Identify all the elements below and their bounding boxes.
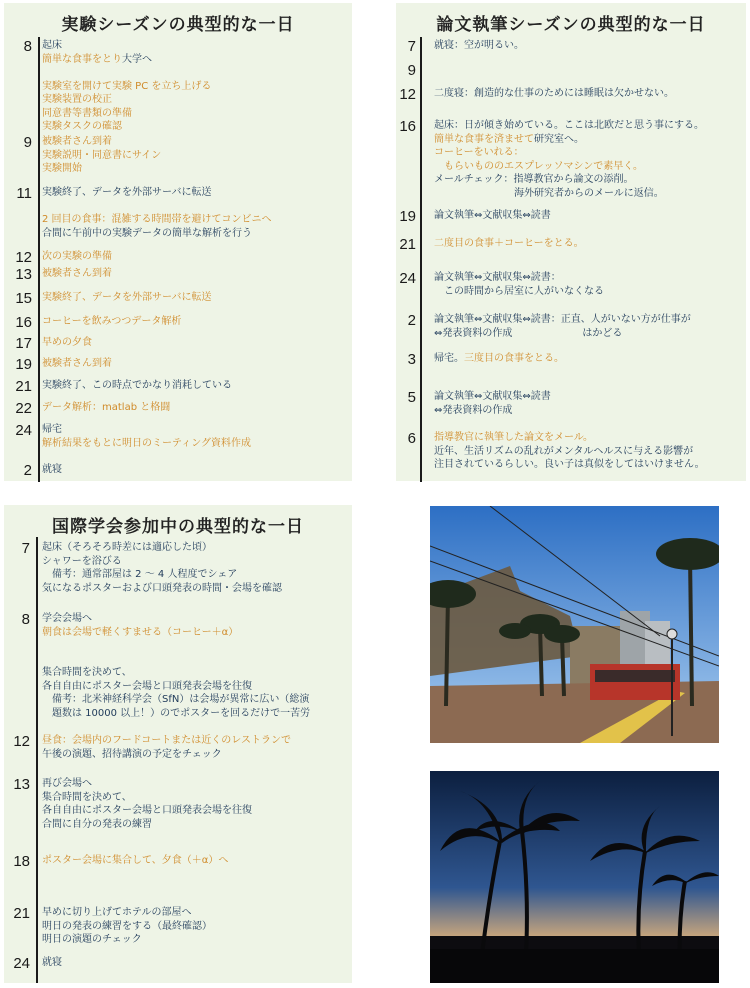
entry-line — [42, 291, 212, 305]
entry-line-text: 起床（そろそろ時差には適応した頃） — [42, 542, 212, 553]
conference-day-panel — [4, 505, 352, 983]
entry-line-text: 学会会場へ — [42, 613, 92, 624]
entry-line — [434, 313, 691, 327]
hour-label: 3 — [407, 351, 416, 368]
entry-line-text: 明日の演題のチェック — [42, 934, 142, 945]
hour-label: 7 — [407, 38, 416, 55]
entry-line — [434, 404, 551, 418]
entry-line-text: 合間に自分の発表の練習 — [42, 818, 152, 830]
entry-text — [42, 135, 161, 176]
entry-line-text: 各自自由にポスター会場と口頭発表会場を往復 — [42, 805, 252, 816]
entry-line-text: 論文執筆⇔文献収集⇔読書 — [434, 391, 551, 402]
entry-line — [42, 854, 228, 868]
entry-line — [42, 666, 310, 680]
hour-label: 12 — [399, 86, 416, 103]
entry-line-suffix: 研究室へ。 — [534, 133, 584, 145]
entry-text — [434, 390, 551, 417]
entry-line — [42, 804, 252, 818]
hour-label: 8 — [21, 611, 30, 628]
entry-line-text: 実験終了、データを外部サーバに転送 — [42, 187, 212, 198]
entry-line — [42, 357, 112, 371]
hour-label: 21 — [399, 236, 416, 253]
entry-line-text: この時間から居室に人がいなくなる — [434, 285, 604, 297]
entry-line — [42, 162, 161, 176]
entry-line-text: コーヒーをいれる： — [434, 147, 524, 158]
entry-text — [434, 119, 704, 200]
entry-line-text: 集合時間を決めて、 — [42, 791, 132, 803]
entry-line-text: 帰宅。 — [434, 353, 464, 364]
entry-text — [434, 39, 524, 53]
entry-line-text: 簡単な食事を済ませて — [434, 133, 534, 145]
entry-line — [42, 80, 211, 94]
entry-text — [434, 87, 674, 101]
entry-line — [42, 53, 211, 67]
entry-line — [434, 271, 604, 285]
entry-text — [434, 63, 437, 77]
entry-text — [42, 906, 212, 947]
entry-line — [42, 186, 272, 200]
entry-line — [434, 445, 705, 459]
experiment-day-panel — [4, 3, 352, 481]
entry-line — [42, 818, 252, 832]
entry-text — [42, 291, 212, 305]
entry-line — [42, 777, 252, 791]
entry-line — [42, 639, 310, 653]
entry-line-text: 朝食は会場で軽くすませる（コーヒー＋α） — [42, 626, 239, 638]
entry-line — [434, 87, 674, 101]
entry-line-text: 実験室を開けて実験 PC を立ち上げる — [42, 80, 212, 92]
entry-line-text: 実験装置の校正 — [42, 94, 112, 105]
hour-label: 21 — [15, 378, 32, 395]
entry-line — [434, 390, 551, 404]
entry-line-text: 二度寝：創造的な仕事のためには睡眠は欠かせない。 — [434, 88, 674, 99]
entry-text — [434, 271, 604, 298]
entry-text — [42, 357, 112, 371]
entry-text — [42, 267, 112, 281]
entry-line — [42, 693, 310, 707]
hour-label: 7 — [21, 540, 30, 557]
entry-line-suffix: 大学へ — [122, 53, 152, 65]
entry-line-text: 注目されているらしい。良い子は真似をしてはいけません。 — [434, 459, 705, 470]
entry-line-text: 題数は 10000 以上！）のでポスターを回るだけで一苦労 — [42, 707, 311, 719]
entry-line — [42, 149, 161, 163]
entry-line — [42, 933, 212, 947]
entry-line-text: シャワーを浴びる — [42, 555, 122, 567]
entry-line — [42, 423, 251, 437]
entry-text — [42, 734, 291, 761]
entry-line-text: 被験者さん到着 — [42, 358, 112, 369]
entry-line-suffix: 三度目の食事をとる。 — [464, 353, 564, 364]
entry-line-text: 起床：日が傾き始めている。ここは北欧だと思う事にする。 — [434, 120, 704, 131]
entry-line — [42, 250, 112, 264]
hour-label: 2 — [23, 462, 32, 479]
entry-line-text: 合間に午前中の実験データの簡単な解析を行う — [42, 227, 252, 239]
entry-line — [42, 463, 62, 477]
entry-line — [434, 327, 691, 341]
entry-line-text: 備考：北米神経科学会（SfN）は会場が異常に広い（総演 — [42, 694, 310, 705]
entry-line — [42, 93, 211, 107]
entry-line-text: 就寝 — [42, 957, 62, 968]
entry-line — [42, 555, 282, 569]
entry-line — [42, 200, 272, 214]
entry-line-text: 明日の発表の練習をする（最終確認） — [42, 920, 212, 932]
street-tram-photo — [430, 506, 719, 743]
hour-label: 9 — [23, 134, 32, 151]
timeline-line — [36, 537, 38, 983]
entry-line — [42, 541, 282, 555]
entry-line — [42, 39, 211, 53]
timeline-line — [38, 37, 40, 482]
entry-text — [434, 352, 564, 366]
panel-title: 国際学会参加中の典型的な一日 — [52, 517, 304, 537]
hour-label: 12 — [13, 733, 30, 750]
entry-line-text: 近年、生活リズムの乱れがメンタルヘルスに与える影響が — [434, 445, 694, 457]
entry-text — [434, 237, 584, 251]
entry-text — [42, 854, 228, 868]
entry-line-text: 気になるポスターおよび口頭発表の時間・会場を確認 — [42, 582, 282, 594]
entry-line-text: 昼食：会場内のフードコートまたは近くのレストランで — [42, 735, 291, 746]
entry-text — [42, 250, 112, 264]
entry-line-text: 実験終了、データを外部サーバに転送 — [42, 292, 212, 303]
entry-line — [42, 906, 212, 920]
hour-label: 13 — [13, 776, 30, 793]
entry-text — [42, 463, 62, 477]
entry-line — [42, 920, 212, 934]
entry-line — [434, 352, 564, 366]
entry-line-text: データ解析：matlab と格闘 — [42, 402, 171, 413]
entry-line — [434, 209, 551, 223]
entry-text — [42, 423, 251, 450]
entry-line — [42, 336, 92, 350]
entry-text — [42, 186, 272, 240]
entry-line — [42, 120, 211, 134]
entry-text — [434, 209, 551, 223]
hour-label: 6 — [407, 430, 416, 447]
entry-line — [42, 379, 232, 393]
hour-label: 18 — [13, 853, 30, 870]
hour-label: 16 — [399, 118, 416, 135]
hour-label: 19 — [15, 356, 32, 373]
entry-line — [42, 680, 310, 694]
entry-line — [434, 63, 437, 77]
entry-line — [434, 237, 584, 251]
entry-line-text: ⇔発表資料の作成 はかどる — [434, 327, 623, 339]
entry-line-text: コーヒーを飲みつつデータ解析 — [42, 316, 182, 327]
entry-line — [42, 791, 252, 805]
entry-line-text: ポスター会場に集合して、夕食（＋α）へ — [42, 855, 229, 866]
entry-line-text: 同意書等書類の準備 — [42, 107, 132, 119]
entry-text — [42, 956, 62, 970]
entry-line-text: 実験終了、この時点でかなり消耗している — [42, 380, 232, 391]
entry-line — [42, 267, 112, 281]
entry-line-text: ⇔発表資料の作成 — [434, 404, 513, 416]
hour-label: 24 — [15, 422, 32, 439]
entry-line — [42, 66, 211, 80]
entry-line — [434, 146, 704, 160]
entry-line-text: 論文執筆⇔文献収集⇔読書：正直、人がいない方が仕事が — [434, 314, 691, 325]
entry-line — [42, 315, 181, 329]
entry-line — [42, 956, 62, 970]
entry-line-text: 論文執筆⇔文献収集⇔読書 — [434, 210, 551, 221]
entry-text — [42, 336, 92, 350]
entry-line — [42, 135, 161, 149]
hour-label: 24 — [399, 270, 416, 287]
hour-label: 11 — [16, 185, 32, 202]
entry-line-text: 指導教官に執筆した論文をメール。 — [434, 432, 593, 443]
entry-line-text: 就寝：空が明るい。 — [434, 40, 524, 51]
hour-label: 12 — [15, 249, 32, 266]
entry-line — [434, 431, 705, 445]
entry-line-text: 実験タスクの確認 — [42, 121, 122, 132]
entry-line — [42, 401, 170, 415]
entry-line-text: 被験者さん到着 — [42, 136, 112, 147]
entry-line-text: 早めの夕食 — [42, 337, 92, 348]
entry-text — [42, 541, 282, 595]
entry-line-text: 論文執筆⇔文献収集⇔読書： — [434, 272, 561, 283]
entry-line — [434, 39, 524, 53]
hour-label: 2 — [407, 312, 416, 329]
entry-line — [434, 173, 704, 187]
hour-label: 21 — [13, 905, 30, 922]
entry-line — [42, 653, 310, 667]
entry-line-text: 被験者さん到着 — [42, 268, 112, 279]
entry-text — [434, 431, 705, 472]
hour-label: 15 — [15, 290, 32, 307]
entry-line — [434, 187, 704, 201]
entry-line — [42, 707, 310, 721]
entry-line — [42, 626, 310, 640]
entry-line-text: 二度目の食事＋コーヒーをとる。 — [434, 238, 584, 249]
entry-line-text: 起床 — [42, 40, 62, 51]
entry-line — [42, 107, 211, 121]
entry-line-text: メールチェック：指導教官から論文の添削。 — [434, 174, 634, 185]
hour-label: 13 — [15, 266, 32, 283]
entry-line-text: 各自自由にポスター会場と口頭発表会場を往復 — [42, 680, 252, 692]
hour-label: 22 — [15, 400, 32, 417]
entry-line-text: 備考：通常部屋は 2 ～ 4 人程度でシェア — [42, 569, 238, 580]
entry-line — [42, 748, 291, 762]
hour-label: 24 — [13, 955, 30, 972]
entry-line-text: 解析結果をもとに明日のミーティング資料作成 — [42, 437, 251, 449]
entry-text — [42, 39, 211, 134]
entry-text — [42, 401, 170, 415]
entry-line-text: 早めに切り上げてホテルの部屋へ — [42, 907, 192, 918]
entry-line — [434, 160, 704, 174]
entry-line — [42, 582, 282, 596]
entry-line-text: 簡単な食事をとり — [42, 53, 122, 65]
entry-line — [434, 458, 705, 472]
entry-line-text: もらいもののエスプレッソマシンで素早く。 — [434, 160, 644, 172]
hour-label: 9 — [407, 62, 416, 79]
writing-day-panel — [396, 3, 746, 481]
timeline-line — [420, 37, 422, 482]
entry-line-text: 2 回目の食事：混雑する時間帯を避けてコンビニへ — [42, 214, 272, 225]
entry-text — [42, 379, 232, 393]
panel-title: 論文執筆シーズンの典型的な一日 — [436, 15, 706, 35]
entry-line-text: 海外研究者からのメールに返信。 — [434, 187, 664, 199]
entry-line — [42, 612, 310, 626]
entry-line — [42, 734, 291, 748]
entry-line — [42, 227, 272, 241]
entry-text — [434, 313, 691, 340]
hour-label: 16 — [15, 314, 32, 331]
entry-line-text: 就寝 — [42, 464, 62, 475]
panel-title: 実験シーズンの典型的な一日 — [61, 15, 295, 35]
hour-label: 19 — [399, 208, 416, 225]
entry-text — [42, 315, 181, 329]
entry-line-text: 実験説明・同意書にサイン — [42, 149, 162, 161]
entry-line — [42, 568, 282, 582]
entry-line — [434, 133, 704, 147]
hour-label: 17 — [15, 335, 32, 352]
entry-text — [42, 612, 310, 720]
entry-line-text: 実験開始 — [42, 163, 82, 174]
entry-line-text: 帰宅 — [42, 424, 62, 435]
entry-line-text: 次の実験の準備 — [42, 251, 112, 262]
entry-line — [42, 437, 251, 451]
entry-line-text: 午後の演題、招待講演の予定をチェック — [42, 748, 222, 760]
entry-line-text: 再び会場へ — [42, 778, 92, 789]
entry-line — [434, 285, 604, 299]
entry-text — [42, 777, 252, 831]
entry-line-text: 集合時間を決めて、 — [42, 667, 132, 678]
entry-line — [42, 213, 272, 227]
palm-sunset-photo — [430, 771, 719, 983]
entry-line — [434, 119, 704, 133]
hour-label: 5 — [407, 389, 416, 406]
hour-label: 8 — [23, 38, 32, 55]
